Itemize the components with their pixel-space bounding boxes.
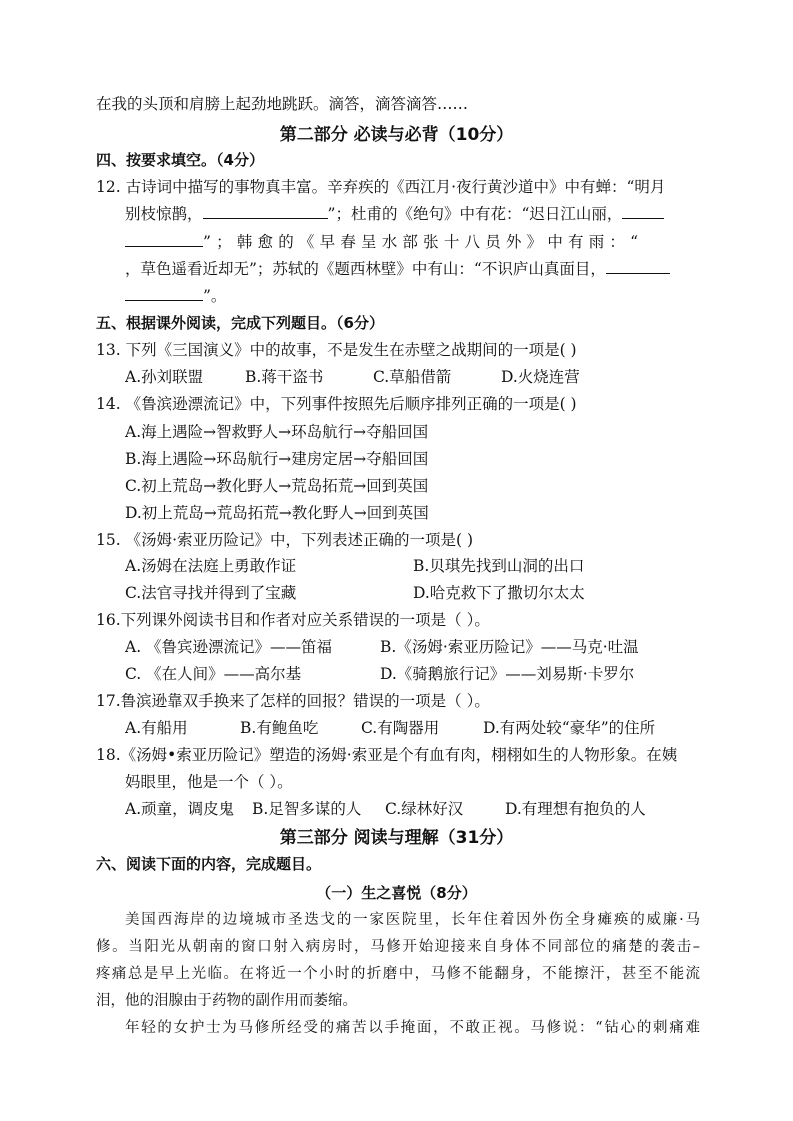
- q16-option-c[interactable]: C. 《在人间》——高尔基: [125, 665, 302, 683]
- q16-stem: 16.下列课外阅读书目和作者对应关系错误的一项是（ ）。: [96, 611, 490, 629]
- q13-option-b[interactable]: B.蒋干盗书: [245, 368, 324, 386]
- passage-line-5: 年轻的女护士为马修所经受的痛苦以手掩面，不敢正视。马修说：“钻心的刺痛难: [125, 1020, 700, 1036]
- part3-heading: 第三部分 阅读与理解（31分）: [279, 828, 514, 848]
- q13-options: [125, 366, 705, 388]
- passage-line-1: 美国西海岸的边境城市圣迭戈的一家医院里，长年住着因外伤全身瘫痪的威廉·马: [125, 912, 700, 928]
- section4-title: 四、按要求填空。（4分）: [96, 151, 264, 169]
- q12-line-1: 12. 古诗词中描写的事物真丰富。辛弃疾的《西江月·夜行黄沙道中》中有蝉：“明月: [96, 178, 666, 196]
- part2-heading: 第二部分 必读与必背（10分）: [279, 125, 514, 145]
- q12-line-2: [125, 203, 664, 225]
- q18-stem-line-1: 18.《汤姆•索亚历险记》塑造的汤姆·索亚是个有血有肉，栩栩如生的人物形象。在姨: [96, 746, 678, 764]
- q13-option-d[interactable]: D.火烧连营: [501, 368, 580, 386]
- q16-option-b[interactable]: B.《汤姆·索亚历险记》——马克·吐温: [380, 638, 639, 656]
- passage-line-4: 泪，他的泪腺由于药物的副作用而萎缩。: [96, 993, 357, 1009]
- q12-blank-3a[interactable]: [606, 258, 670, 274]
- passage-subtitle: （一）生之喜悦（8分）: [316, 884, 477, 902]
- continued-text-line: 在我的头顶和肩膀上起劲地跳跃。滴答，滴答滴答……: [96, 95, 469, 113]
- q12-text-3b: ”；韩愈的《早春呈水部张十八员外》中有雨：“: [203, 233, 644, 251]
- q18-stem-line-2: 妈眼里，他是一个（ ）。: [125, 773, 293, 791]
- q18-option-b[interactable]: B.足智多谋的人: [252, 800, 362, 818]
- q12-blank-2a[interactable]: [622, 203, 664, 219]
- q12-line-3: [125, 231, 643, 253]
- q15-options-row2: [125, 582, 705, 604]
- q14-option-b[interactable]: B.海上遇险→环岛航行→建房定居→夺船回国: [125, 450, 429, 468]
- q17-option-d[interactable]: D.有两处较“豪华”的住所: [483, 719, 656, 737]
- q16-options-row2: [125, 663, 705, 685]
- q13-option-a[interactable]: A.孙刘联盟: [125, 368, 204, 386]
- q15-options-row1: [125, 555, 705, 577]
- q18-option-a[interactable]: A.顽童，调皮鬼: [125, 800, 235, 818]
- q16-options-row1: [125, 636, 705, 658]
- q12-blank-3b[interactable]: [125, 285, 203, 301]
- section5-title: 五、根据课外阅读，完成下列题目。（6分）: [96, 314, 384, 332]
- section6-title: 六、阅读下面的内容，完成题目。: [96, 855, 322, 873]
- q17-option-b[interactable]: B.有鲍鱼吃: [240, 719, 319, 737]
- q16-option-a[interactable]: A. 《鲁宾逊漂流记》——笛福: [125, 638, 333, 656]
- q12-line-5: [125, 285, 226, 307]
- passage-line-3: 疼痛总是早上光临。在将近一个小时的折磨中，马修不能翻身，不能擦汗，甚至不能流: [96, 966, 700, 982]
- q12-blank-1[interactable]: [203, 203, 328, 219]
- q15-option-c[interactable]: C.法官寻找并得到了宝藏: [125, 584, 297, 602]
- q12-text-2b: ”；杜甫的《绝句》中有花：“迟日江山丽，: [327, 205, 623, 223]
- q15-option-b[interactable]: B.贝琪先找到山洞的出口: [413, 557, 585, 575]
- q14-option-d[interactable]: D.初上荒岛→荒岛拓荒→教化野人→回到英国: [125, 504, 429, 522]
- q13-stem: 13. 下列《三国演义》中的故事，不是发生在赤壁之战期间的一项是( ): [96, 341, 577, 359]
- q12-text-2a: 别枝惊鹊，: [125, 205, 203, 223]
- q12-line-4: [125, 258, 670, 280]
- q12-text-5b: ”。: [203, 287, 227, 305]
- q18-option-d[interactable]: D.有理想有抱负的人: [505, 800, 646, 818]
- q14-option-c[interactable]: C.初上荒岛→教化野人→荒岛拓荒→回到英国: [125, 477, 429, 495]
- q13-option-c[interactable]: C.草船借箭: [373, 368, 452, 386]
- q17-options: [125, 717, 705, 739]
- q14-stem: 14. 《鲁滨逊漂流记》中，下列事件按照先后顺序排列正确的一项是( ): [96, 395, 577, 413]
- q16-option-d[interactable]: D.《骑鹅旅行记》——刘易斯·卡罗尔: [380, 665, 635, 683]
- q15-option-a[interactable]: A.汤姆在法庭上勇敢作证: [125, 557, 297, 575]
- passage-line-2: 修。当阳光从朝南的窗口射入病房时，马修开始迎接来自身体不同部位的痛楚的袭击–: [96, 939, 700, 955]
- q17-option-c[interactable]: C.有陶器用: [361, 719, 440, 737]
- q12-blank-2b[interactable]: [125, 231, 203, 247]
- q12-text-4: ，草色遥看近却无”；苏轼的《题西林壁》中有山：“不识庐山真面目，: [125, 260, 606, 278]
- q17-option-a[interactable]: A.有船用: [125, 719, 188, 737]
- q15-option-d[interactable]: D.哈克救下了撒切尔太太: [413, 584, 585, 602]
- q18-option-c[interactable]: C.绿林好汉: [385, 800, 464, 818]
- q14-option-a[interactable]: A.海上遇险→智救野人→环岛航行→夺船回国: [125, 423, 429, 441]
- q15-stem: 15. 《汤姆·索亚历险记》中，下列表述正确的一项是( ): [96, 531, 474, 549]
- q17-stem: 17.鲁滨逊靠双手换来了怎样的回报？错误的一项是（ ）。: [96, 692, 490, 710]
- q18-options: [125, 798, 705, 820]
